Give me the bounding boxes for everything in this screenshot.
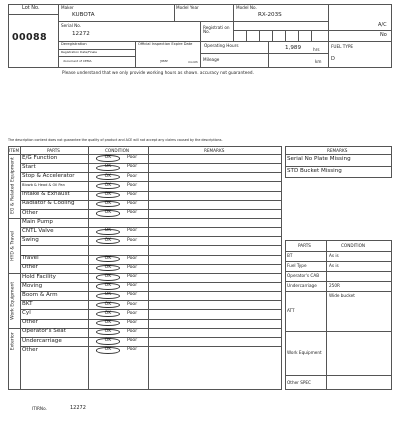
condition-poor-option[interactable]: Poor (127, 182, 138, 188)
table-row-line (20, 209, 282, 210)
registration-box (311, 30, 312, 41)
header-divider (58, 4, 59, 68)
remarks-line: Serial No Plate Missing (287, 156, 351, 162)
table-row-line (20, 319, 282, 320)
item-column-header: ITEM (9, 147, 20, 153)
parts-column-header: PARTS (47, 147, 60, 153)
condition-ok-option[interactable]: OK (96, 329, 120, 335)
condition-poor-option[interactable]: Poor (127, 274, 138, 280)
header-divider (58, 56, 135, 57)
table-row-part: Moving (22, 282, 43, 289)
table-row-line (20, 346, 282, 347)
condition-ok-option[interactable]: OK (96, 256, 120, 262)
table-row-line (20, 245, 282, 246)
condition-poor-option[interactable]: Poor (127, 155, 138, 161)
header-divider (174, 4, 175, 21)
table-row-part: Stop & Accelerator (22, 173, 75, 180)
header-divider (135, 41, 136, 68)
mileage-label: Mileage (203, 57, 220, 62)
condition-ok-option[interactable]: OK (96, 165, 120, 171)
parts-table-condition: 250R (329, 283, 340, 288)
condition-poor-option[interactable]: Poor (127, 173, 138, 179)
deregistration-label: Deregistration (61, 42, 87, 46)
condition-ok-option[interactable]: OK (96, 192, 120, 198)
condition-ok-option[interactable]: OK (96, 155, 120, 161)
table-row-part: E/G Function (22, 154, 58, 161)
table-row-part: Other (22, 264, 38, 271)
condition-ok-option[interactable]: OK (96, 320, 120, 326)
remarks-divider (285, 166, 392, 167)
condition-poor-option[interactable]: Poor (127, 164, 138, 170)
maker-value: KUBOTA (72, 12, 95, 18)
parts-table-condition-header: CONDITION (341, 243, 366, 249)
operating-hours-value: 1,989 (285, 45, 302, 51)
parts-table-row-line (285, 261, 392, 262)
itir-value: 12272 (70, 405, 86, 411)
condition-poor-option[interactable]: Poor (127, 292, 138, 298)
header-divider (200, 21, 201, 41)
remarks-divider (285, 154, 392, 155)
condition-poor-option[interactable]: Poor (127, 255, 138, 261)
table-row-part: Start (22, 163, 36, 170)
hours-notice: Please understand that we only provide working hours as shown. accuracy not guaranteed. (62, 70, 254, 75)
parts-table-part: ATT (287, 308, 295, 313)
operating-hours-unit: hrs (313, 47, 320, 52)
parts-table-row-line (285, 271, 392, 272)
table-row-line (20, 300, 282, 301)
condition-poor-option[interactable]: Poor (127, 200, 138, 206)
cema-document-label: document of CEMA (63, 59, 92, 63)
condition-ok-option[interactable]: OK (96, 201, 120, 207)
parts-table-divider (326, 240, 327, 390)
model-no-value: RX-203S (258, 12, 282, 18)
table-row-part: Main Pump (22, 218, 53, 225)
condition-ok-option[interactable]: OK (96, 238, 120, 244)
table-row-part: Operator's Seat (22, 328, 66, 335)
table-row-line (20, 282, 282, 283)
parts-column-line (88, 146, 89, 390)
table-row-part: Other (22, 319, 38, 326)
header-divider (233, 21, 234, 41)
section-label: HYD & Travel (10, 230, 16, 261)
condition-column-header: CONDITION (105, 147, 130, 153)
condition-ok-option[interactable]: OK (96, 338, 120, 344)
table-row-part: Undercarriage (22, 337, 62, 344)
itir-label: ITIRNo. (32, 406, 47, 411)
header-divider (268, 41, 269, 68)
inspection-month-label: month (188, 60, 198, 64)
parts-table-row-line (285, 331, 392, 332)
header-divider (58, 41, 392, 42)
table-row-part: Blowb & Head & Oil Pan (22, 183, 65, 188)
condition-poor-option[interactable]: Poor (127, 237, 138, 243)
serial-label: Serial No. (61, 23, 82, 28)
section-label: Exterior (10, 332, 16, 351)
condition-ok-option[interactable]: OK (96, 302, 120, 308)
disclaimer-text: The description content does not guarantee the quality of product and ACE will not accept any claims caused by the descriptions. (8, 138, 223, 142)
condition-poor-option[interactable]: Poor (127, 264, 138, 270)
table-row-part: Other (22, 209, 38, 216)
condition-poor-option[interactable]: Poor (127, 310, 138, 316)
parts-table-row-line (285, 291, 392, 292)
header-divider (233, 4, 234, 21)
header-divider (200, 53, 328, 54)
table-row-line (20, 264, 282, 265)
registration-date-label: Registration Date/Finale (61, 50, 97, 54)
condition-ok-option[interactable]: OK (96, 347, 120, 353)
registration-box (246, 30, 247, 41)
parts-table-part: Fuel Type (287, 263, 307, 268)
ac-value: No (380, 32, 387, 38)
condition-column-line (148, 146, 149, 390)
serial-value: 12272 (72, 31, 90, 37)
parts-table-row-line (285, 251, 392, 252)
registration-box (233, 30, 328, 31)
table-row-part: CNTL Valve (22, 227, 54, 234)
parts-table-part: BT (287, 253, 293, 258)
table-row-part: Other (22, 346, 38, 353)
table-row-line (20, 236, 282, 237)
condition-poor-option[interactable]: Poor (127, 301, 138, 307)
remarks-column-header: REMARKS (204, 147, 225, 153)
fuel-type-label: FUEL TYPE (331, 44, 354, 49)
inspection-year-label: year (160, 59, 169, 63)
header-divider (200, 41, 201, 68)
header-divider (58, 21, 328, 22)
inspection-expire-label: Official Inspection Expire Date (138, 42, 193, 46)
parts-table-part: Work Equipment (287, 350, 322, 355)
remarks-title: REMARKS (327, 147, 348, 153)
table-row-line (20, 291, 282, 292)
condition-poor-option[interactable]: Poor (127, 319, 138, 325)
registration-box (259, 30, 260, 41)
condition-ok-option[interactable]: OK (96, 293, 120, 299)
condition-ok-option[interactable]: OK (96, 311, 120, 317)
condition-poor-option[interactable]: Poor (127, 210, 138, 216)
header-divider (8, 14, 58, 15)
parts-table-condition: As is (329, 263, 339, 268)
item-column-line (20, 146, 21, 390)
condition-ok-option[interactable]: OK (96, 174, 120, 180)
table-row-part: Swing (22, 237, 39, 244)
condition-ok-option[interactable]: OK (96, 210, 120, 216)
table-row-part: BKT (22, 301, 33, 307)
table-row-part: Intake & Exhaust (22, 191, 70, 198)
parts-table-part: Operator's CAB (287, 273, 320, 278)
condition-poor-option[interactable]: Poor (127, 191, 138, 197)
table-row-part: Boom & Arm (22, 291, 58, 298)
maker-label: Maker (61, 5, 74, 10)
section-label: Work Equipment (10, 281, 16, 320)
table-row-part: Hold Facility (22, 273, 56, 280)
condition-ok-option[interactable]: OK (96, 283, 120, 289)
mileage-unit: km (315, 59, 322, 64)
condition-poor-option[interactable]: Poor (127, 228, 138, 234)
condition-ok-option[interactable]: OK (96, 229, 120, 235)
condition-poor-option[interactable]: Poor (127, 283, 138, 289)
parts-table-condition: As is (329, 253, 339, 258)
fuel-type-value: D (331, 56, 335, 62)
model-no-label: Model No. (236, 5, 257, 10)
ac-label: A/C (378, 22, 387, 28)
registration-label: Registrati on No. (203, 25, 230, 35)
condition-poor-option[interactable]: Poor (127, 338, 138, 344)
parts-table-row-line (285, 375, 392, 376)
registration-box (272, 30, 273, 41)
registration-box (298, 30, 299, 41)
table-row-part: Radiator & Cooling (22, 200, 75, 207)
header-divider (328, 30, 392, 31)
table-row-line (20, 163, 282, 164)
parts-table-row-line (285, 281, 392, 282)
registration-box (285, 30, 286, 41)
parts-table-part: Undercarriage (287, 283, 317, 288)
remarks-line: STD Bucket Missing (287, 168, 342, 174)
table-row-line (20, 255, 282, 256)
condition-ok-option[interactable]: OK (96, 274, 120, 280)
parts-table-part: Other SPEC (287, 379, 311, 385)
condition-poor-option[interactable]: Poor (127, 328, 138, 334)
lot-no-value: 00088 (12, 32, 48, 43)
operating-hours-label: Operating Hours (204, 43, 239, 48)
table-row-line (20, 309, 282, 310)
condition-ok-option[interactable]: OK (96, 265, 120, 271)
section-label: EG & Related Equipment (10, 157, 16, 215)
model-year-label: Model Year (176, 5, 199, 10)
table-row-line (20, 227, 282, 228)
condition-ok-option[interactable]: OK (96, 183, 120, 189)
lot-no-label: Lot No. (22, 5, 40, 11)
parts-table-parts-header: PARTS (298, 243, 311, 249)
parts-table-condition: Wide bucket (329, 293, 355, 298)
condition-poor-option[interactable]: Poor (127, 347, 138, 353)
header-divider (328, 4, 329, 68)
table-row-part: Travel (22, 255, 39, 262)
table-row-part: Cyl (22, 310, 31, 317)
